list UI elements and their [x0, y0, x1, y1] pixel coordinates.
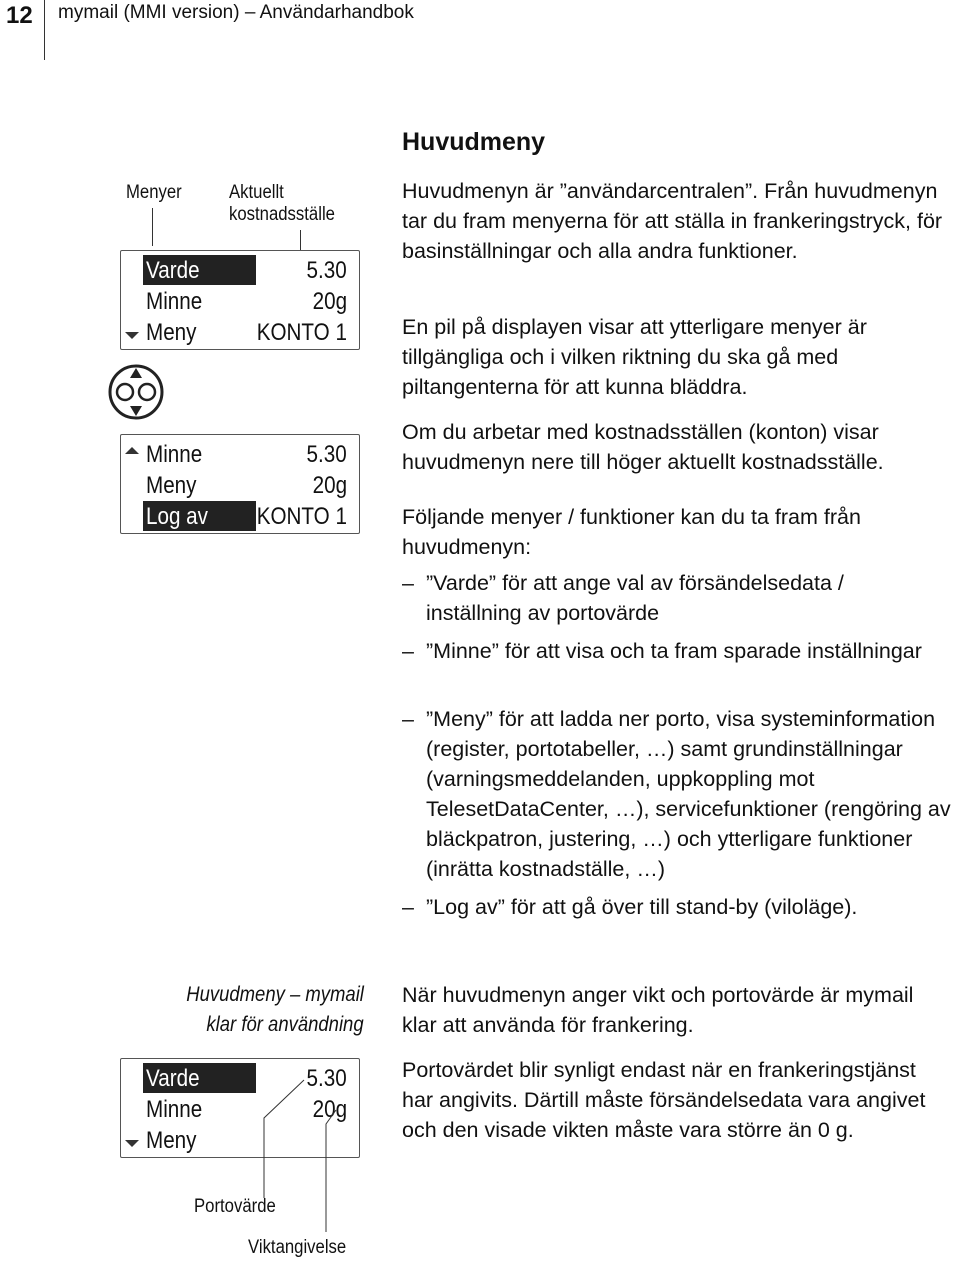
arrow-paragraph: En pil på displayen visar att ytterligare menyer är tillgängliga och i vilken riktning du ska gå med piltangenterna för att kunna bläddra. [402, 315, 867, 399]
menu-item-meny: Meny [146, 472, 197, 499]
document-title: mymail (MMI version) – Användarhandbok [58, 2, 414, 23]
cost-center-value: KONTO 1 [256, 319, 347, 346]
cost-center-value: KONTO 1 [256, 503, 347, 530]
intro-paragraph: Huvudmenyn är ”användarcentralen”. Från huvudmenyn tar du fram menyerna för att ställa in frankeringstryck, för basinställningar och alla andra funktioner. [402, 179, 943, 263]
menu-item-minne: Minne [146, 288, 203, 315]
functions-paragraph: Följande menyer / funktioner kan du ta fram från huvudmenyn: [402, 505, 861, 559]
postage-value: 5.30 [306, 441, 347, 468]
postage-value: 5.30 [306, 1065, 347, 1092]
list-item-text: ”Log av” för att gå över till stand-by (viloläge). [426, 895, 858, 919]
cost-center-label-line2: kostnadsställe [229, 204, 335, 225]
weight-value: 20g [312, 288, 347, 315]
weight-value: 20g [312, 472, 347, 499]
figure-caption-line2: klar för användning [206, 1013, 364, 1036]
list-item-text: ”Minne” för att visa och ta fram sparade inställningar [426, 639, 922, 663]
cost-center-label-line1: Aktuellt [229, 182, 284, 203]
cost-center-paragraph: Om du arbetar med kostnadsställen (konton) visar huvudmenyn nere till höger aktuellt kostnadsställe. [402, 420, 884, 474]
page-number: 12 [6, 2, 33, 29]
menu-item-meny: Meny [146, 319, 197, 346]
menu-item-log-av: Log av [143, 501, 256, 531]
postage-visibility-paragraph: Portovärdet blir synligt endast när en frankeringstjänst har angivits. Därtill måste försändelsedata vara angivet och den visade vikten måste vara större än 0 g. [402, 1058, 926, 1142]
menus-label: Menyer [126, 182, 182, 203]
dash: – [402, 895, 414, 919]
menu-item-minne: Minne [146, 441, 203, 468]
menu-item-varde: Varde [143, 1063, 256, 1093]
list-item-text: ”Varde” för att ange val av försändelsedata / inställning av portovärde [426, 571, 844, 625]
weight-label: Viktangivelse [248, 1237, 347, 1258]
postage-value: 5.30 [306, 257, 347, 284]
postage-label: Portovärde [194, 1196, 276, 1217]
menu-item-minne: Minne [146, 1096, 203, 1123]
menu-item-varde: Varde [143, 255, 256, 285]
list-item-text: ”Meny” för att ladda ner porto, visa systeminformation (register, portotabeller, …) samt grundinställningar (varningsmeddelanden, uppkoppling mot TelesetDataCenter, …), servicefunktioner (rengöring av bläckpatron, justering, …) och ytterligare funktioner (inrätta kostnadställe, …) [426, 707, 951, 881]
menu-item-meny: Meny [146, 1127, 197, 1154]
dash: – [402, 639, 414, 663]
weight-value: 20g [312, 1096, 347, 1123]
section-title: Huvudmeny [402, 128, 546, 156]
ready-paragraph: När huvudmenyn anger vikt och portovärde är mymail klar att använda för frankering. [402, 983, 914, 1037]
dash: – [402, 707, 414, 731]
dash: – [402, 571, 414, 595]
figure-caption-line1: Huvudmeny – mymail [186, 983, 364, 1006]
